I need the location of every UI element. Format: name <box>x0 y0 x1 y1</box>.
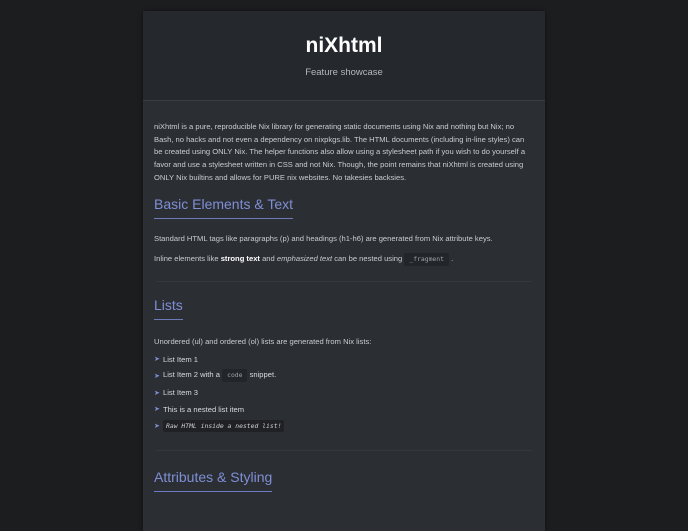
strong-text: strong text <box>220 253 260 263</box>
arrow-bullet-icon: ➤ <box>154 355 160 364</box>
paragraph: Standard HTML tags like paragraphs (p) and headings (h1-h6) are generated from Nix attribute keys. <box>154 233 493 243</box>
intro-paragraph: niXhtml is a pure, reproducible Nix library for generating static documents using Nix and nothing but Nix; no Bash, no hacks and not even a dependency on nixpkgs.lib. The HTML documents (including in-line styles) can be created using ONLY Nix. The helper functions also allow using a stylesheet path if you wish to do yourself a favor and use a stylesheet written in CSS and not Nix. Though, the point remains that niXhtml is created using ONLY Nix builtins and allows for PURE nix websites. No takesies backsies. <box>154 122 526 182</box>
arrow-bullet-icon: ➤ <box>154 422 160 431</box>
emphasized-text: emphasized text <box>276 253 333 263</box>
page-header <box>143 11 545 101</box>
list-item-text <box>163 369 276 382</box>
section-heading: Lists <box>154 296 183 320</box>
list-item-text: This is a nested list item <box>163 404 245 414</box>
list-item <box>154 387 534 398</box>
list-item <box>154 354 534 365</box>
list-item-text: List Item 1 <box>163 354 199 364</box>
page-subtitle: Feature showcase <box>305 67 383 78</box>
list-item-text: List Item 3 <box>163 388 199 398</box>
unordered-list <box>154 348 534 432</box>
list-item <box>154 404 534 415</box>
list-item <box>154 370 534 381</box>
section-heading: Basic Elements & Text <box>154 195 293 219</box>
raw-html-snippet: Raw HTML inside a nested list! <box>163 420 284 432</box>
paragraph-inline-elements <box>154 245 534 266</box>
arrow-bullet-icon: ➤ <box>154 388 160 397</box>
text: Inline elements like <box>154 253 221 263</box>
text: . <box>448 253 454 263</box>
section-basic-elements <box>154 185 534 266</box>
list-item <box>154 421 534 432</box>
inline-code: _fragment <box>404 253 449 266</box>
text: List Item 2 with a <box>163 370 223 380</box>
paragraph: Unordered (ul) and ordered (ol) lists are generated from Nix lists: <box>154 336 372 346</box>
arrow-bullet-icon: ➤ <box>154 405 160 414</box>
inline-code: code <box>222 369 247 382</box>
text: can be nested using <box>332 253 405 263</box>
main-content <box>143 101 545 492</box>
arrow-bullet-icon: ➤ <box>154 371 160 380</box>
page-title: niXhtml <box>305 34 383 57</box>
section-attributes-styling <box>154 451 534 492</box>
text: and <box>259 253 277 263</box>
section-heading: Attributes & Styling <box>154 468 272 492</box>
section-lists <box>154 282 534 432</box>
text: snippet. <box>247 370 277 380</box>
page-container <box>143 11 545 531</box>
